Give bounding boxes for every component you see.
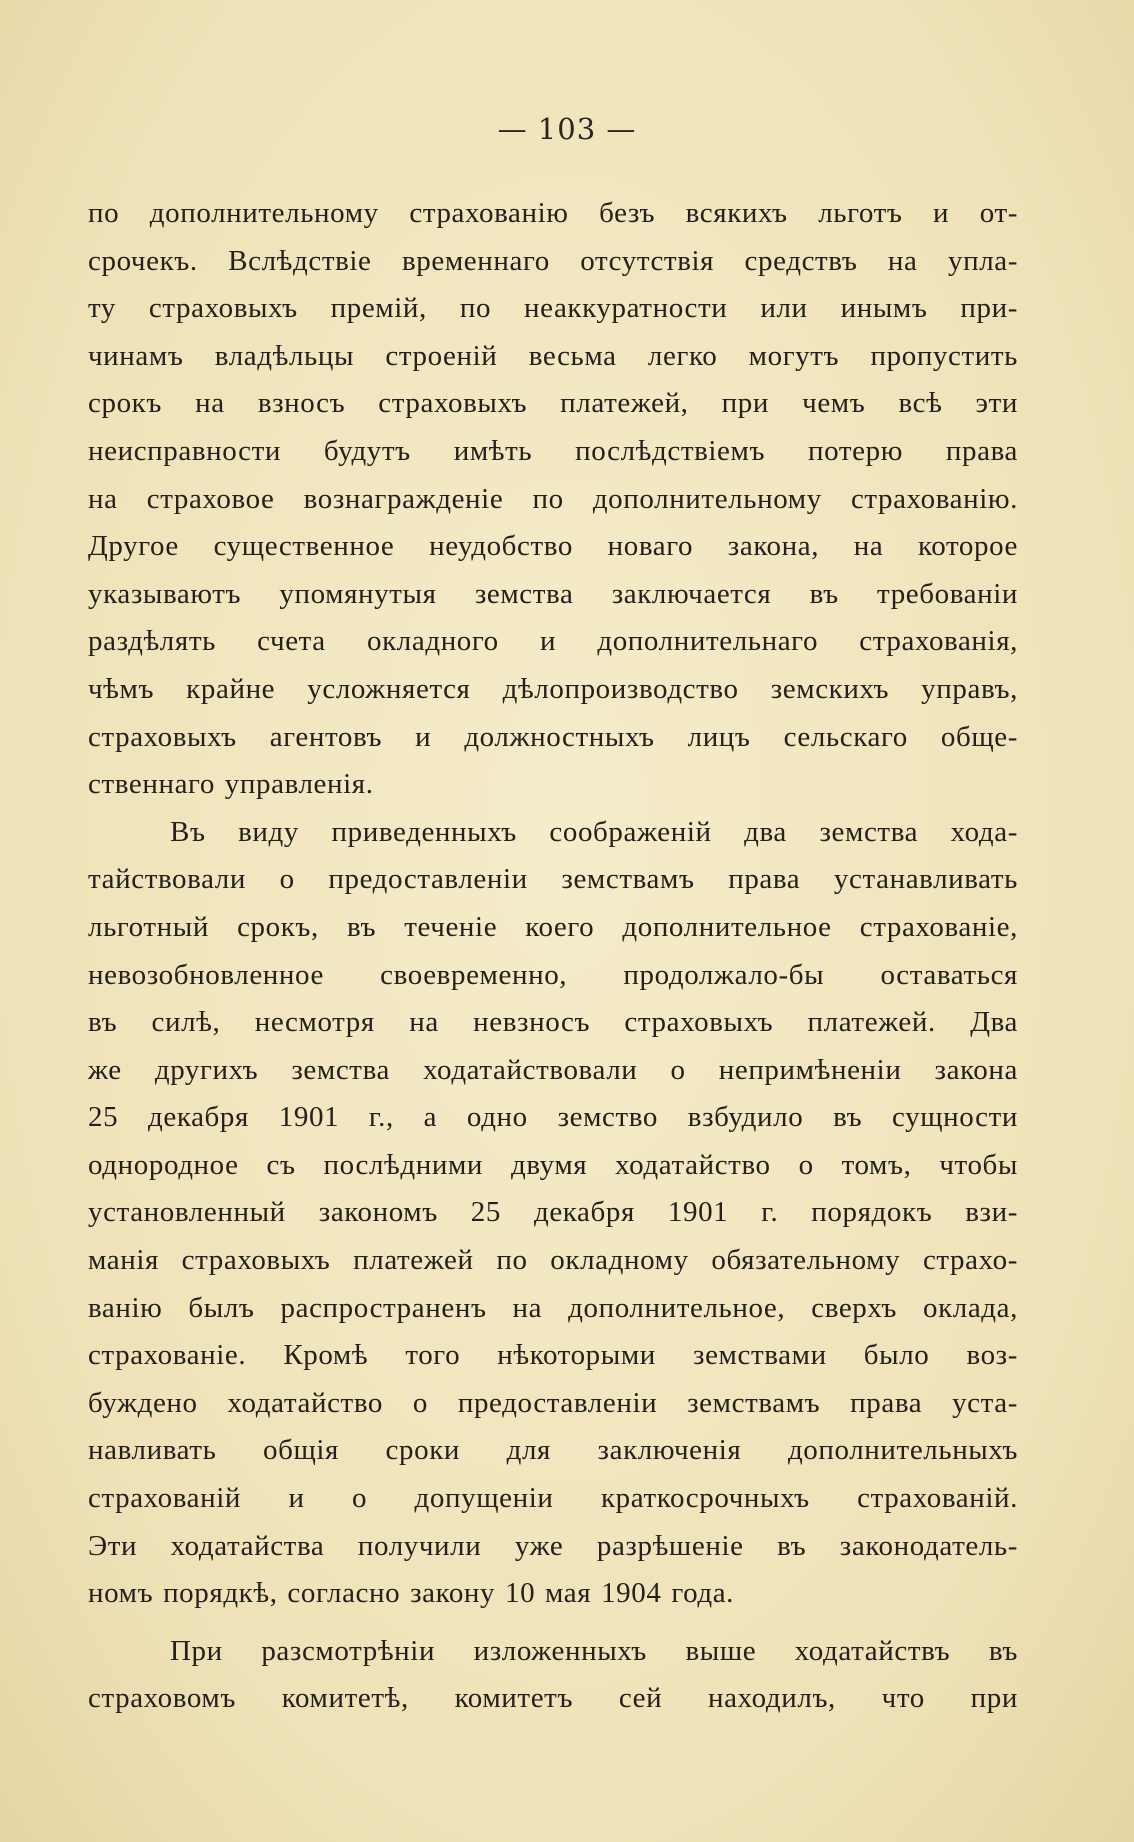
- text-line: 25 декабря 1901 г., а одно земство взбудило въ сущности: [88, 1101, 1018, 1134]
- text-line: номъ порядкѣ, согласно закону 10 мая 1904 года.: [88, 1577, 735, 1610]
- text-line: однородное съ послѣдними двумя ходатайство о томъ, чтобы: [88, 1148, 1018, 1181]
- text-line: буждено ходатайство о предоставленіи земствамъ права уста-: [88, 1386, 1018, 1419]
- text-line: страховыхъ агентовъ и должностныхъ лицъ сельскаго обще-: [88, 720, 1018, 753]
- paragraph-1: [88, 190, 1018, 809]
- text-line: манія страховыхъ платежей по окладному обязательному страхо-: [88, 1244, 1018, 1277]
- text-line: срочекъ. Вслѣдствіе временнаго отсутствія средствъ на упла-: [88, 244, 1018, 277]
- text-line: невозобновленное своевременно, продолжало-бы оставаться: [88, 958, 1018, 991]
- text-line: страховомъ комитетѣ, комитетъ сей находилъ, что при: [88, 1682, 1018, 1715]
- page-number: — 103 —: [497, 112, 637, 146]
- text-line: страхованіе. Кромѣ того нѣкоторыми земствами было воз-: [88, 1339, 1018, 1372]
- text-line: срокъ на взносъ страховыхъ платежей, при чемъ всѣ эти: [88, 387, 1018, 420]
- text-line: по дополнительному страхованію безъ всякихъ льготъ и от-: [88, 197, 1018, 229]
- text-line: Эти ходатайства получили уже разрѣшеніе въ законодатель-: [88, 1529, 1018, 1562]
- body-text: [88, 190, 1018, 1723]
- text-line: раздѣлять счета окладного и дополнительнаго страхованія,: [88, 625, 1018, 658]
- text-line: При разсмотрѣніи изложенныхъ выше ходатайствъ въ: [170, 1634, 1018, 1667]
- text-line: ту страховыхъ премій, по неаккуратности или инымъ при-: [88, 292, 1018, 325]
- text-line: въ силѣ, несмотря на невзносъ страховыхъ платежей. Два: [88, 1006, 1018, 1039]
- text-line: страхованій и о допущеніи краткосрочныхъ страхованій.: [88, 1482, 1018, 1515]
- text-line: неисправности будутъ имѣть послѣдствіемъ потерю права: [88, 434, 1018, 467]
- text-line: установленный закономъ 25 декабря 1901 г. порядокъ взи-: [88, 1196, 1018, 1229]
- text-line: указываютъ упомянутыя земства заключается въ требованіи: [88, 577, 1018, 610]
- text-line: навливать общія сроки для заключенія дополнительныхъ: [88, 1434, 1018, 1467]
- text-line: чѣмъ крайне усложняется дѣлопроизводство земскихъ управъ,: [88, 672, 1018, 705]
- text-line: Другое существенное неудобство новаго закона, на которое: [88, 530, 1018, 563]
- text-line: чинамъ владѣльцы строеній весьма легко могутъ пропустить: [88, 339, 1018, 372]
- text-line: ванію былъ распространенъ на дополнительное, сверхъ оклада,: [88, 1291, 1018, 1324]
- text-line: тайствовали о предоставленіи земствамъ права устанавливать: [88, 863, 1018, 896]
- paragraph-gap: [88, 1618, 1018, 1628]
- paragraph-2: [88, 809, 1018, 1618]
- text-line: Въ виду приведенныхъ соображеній два земства хода-: [170, 815, 1018, 848]
- paragraph-3: [88, 1628, 1018, 1723]
- text-line: на страховое вознагражденіе по дополнительному страхованію.: [88, 482, 1018, 515]
- text-line: же другихъ земства ходатайствовали о непримѣненіи закона: [88, 1053, 1018, 1086]
- text-line: ственнаго управленія.: [88, 768, 374, 801]
- text-line: льготный срокъ, въ теченіе коего дополнительное страхованіе,: [88, 910, 1018, 943]
